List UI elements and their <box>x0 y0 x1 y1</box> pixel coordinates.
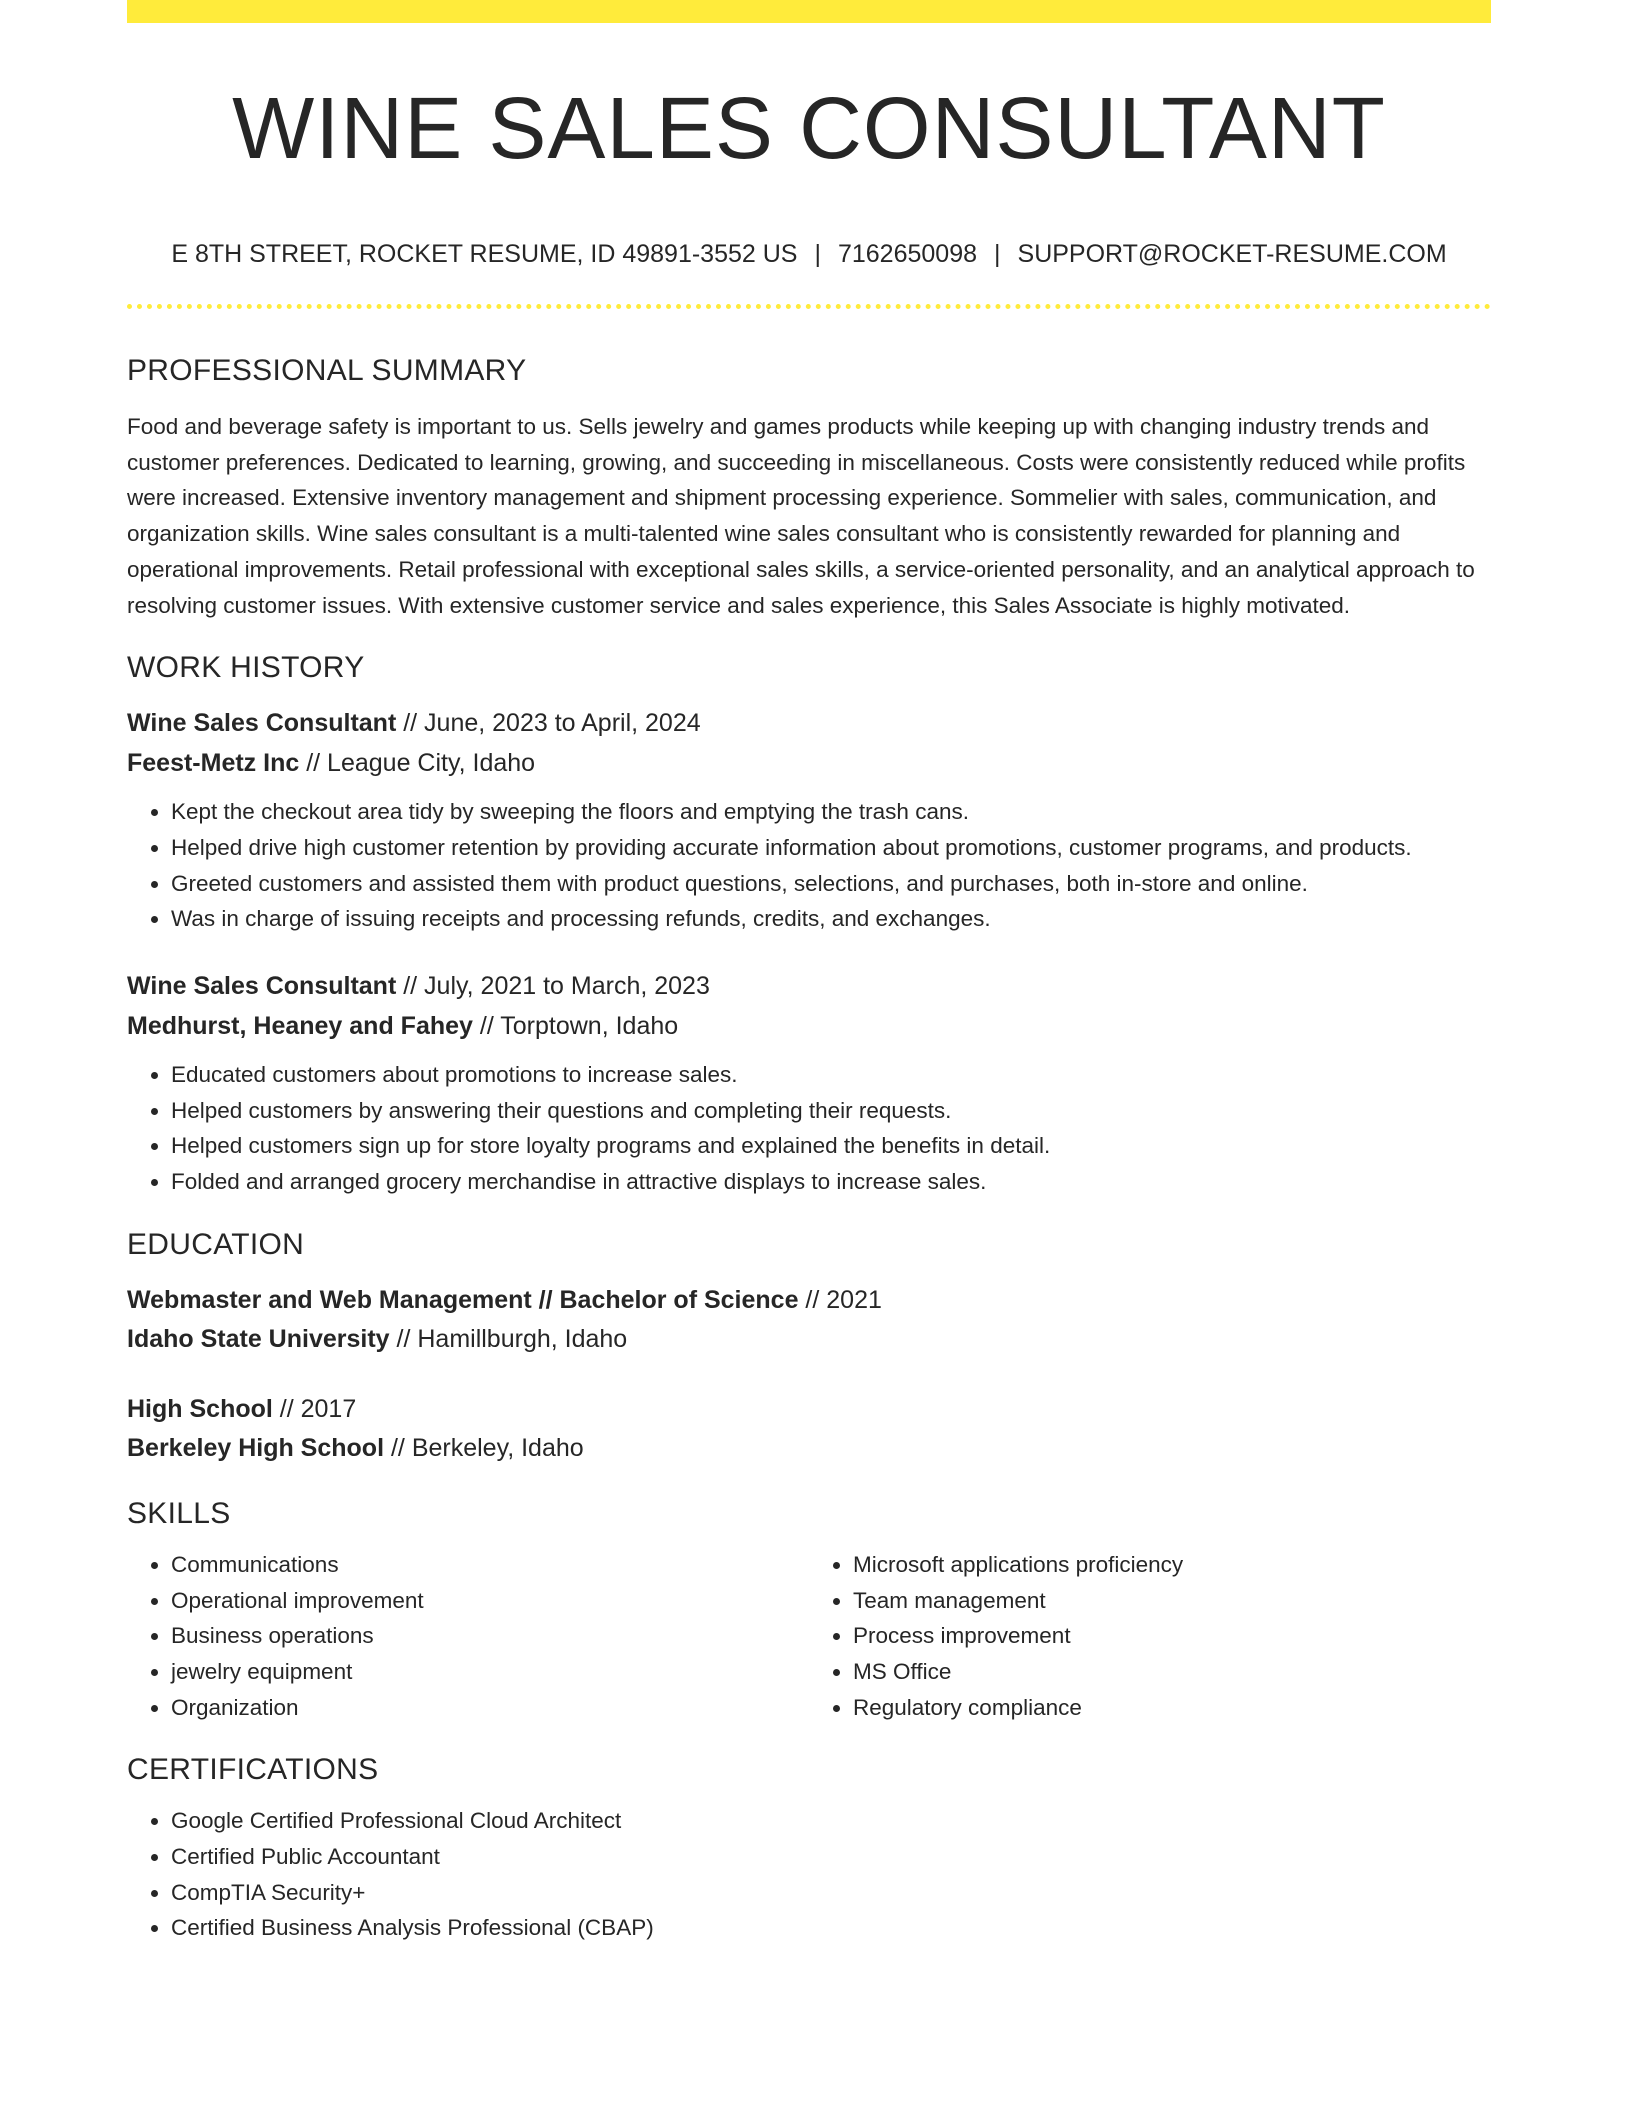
school-location: // Berkeley, Idaho <box>384 1434 584 1463</box>
list-item: • Business operations <box>171 1618 809 1654</box>
list-item: • Google Certified Professional Cloud Architect <box>171 1803 1491 1839</box>
contact-email: SUPPORT@ROCKET-RESUME.COM <box>1017 240 1447 268</box>
education-section <box>127 1225 1491 1469</box>
skills-section <box>127 1494 1491 1726</box>
contact-line <box>127 236 1491 272</box>
contact-address: E 8TH STREET, ROCKET RESUME, ID 49891-3552 US <box>171 240 798 268</box>
list-item: • Helped customers by answering their questions and completing their requests. <box>171 1093 1491 1129</box>
list-item: • Helped customers sign up for store loyalty programs and explained the benefits in detail. <box>171 1128 1491 1164</box>
list-item: • Kept the checkout area tidy by sweeping the floors and emptying the trash cans. <box>171 794 1491 830</box>
list-item: • MS Office <box>853 1654 1491 1690</box>
job-company: Feest-Metz Inc <box>127 748 300 777</box>
list-item: • Certified Public Accountant <box>171 1839 1491 1875</box>
list-item: • Regulatory compliance <box>853 1690 1491 1726</box>
job-location: // League City, Idaho <box>299 748 536 777</box>
job-location: // Torptown, Idaho <box>472 1011 679 1040</box>
list-item: • Operational improvement <box>171 1583 809 1619</box>
education-entry <box>127 1390 1491 1469</box>
job-company: Medhurst, Heaney and Fahey <box>127 1011 473 1040</box>
degree-line <box>127 1281 1491 1321</box>
top-accent-bar <box>127 0 1491 23</box>
school-line <box>127 1320 1491 1360</box>
certifications-heading: CERTIFICATIONS <box>127 1753 379 1787</box>
skills-list-left <box>127 1547 809 1726</box>
graduation-year: // 2017 <box>272 1394 357 1423</box>
list-item: • Certified Business Analysis Professional (CBAP) <box>171 1910 1491 1946</box>
list-item: • Was in charge of issuing receipts and processing refunds, credits, and exchanges. <box>171 901 1491 937</box>
list-item: • Team management <box>853 1583 1491 1619</box>
job-dates: // July, 2021 to March, 2023 <box>396 972 710 1001</box>
school-line <box>127 1429 1491 1469</box>
resume-body <box>127 351 1491 1946</box>
education-entry <box>127 1281 1491 1360</box>
job-company-line <box>127 744 1491 784</box>
summary-section <box>127 351 1491 623</box>
skills-grid <box>127 1547 1491 1726</box>
job-title: Wine Sales Consultant <box>127 972 397 1001</box>
list-item: • Microsoft applications proficiency <box>853 1547 1491 1583</box>
job-bullets <box>127 794 1491 937</box>
list-item: • Communications <box>171 1547 809 1583</box>
certifications-section <box>127 1750 1491 1946</box>
work-history-heading: WORK HISTORY <box>127 651 365 685</box>
summary-heading: PROFESSIONAL SUMMARY <box>127 354 527 387</box>
degree-line <box>127 1390 1491 1430</box>
list-item: • Organization <box>171 1690 809 1726</box>
summary-text: Food and beverage safety is important to us. Sells jewelry and games products while keeping up with changing industry trends and customer preferences. Dedicated to learning, growing, and succeeding in miscellaneous. Costs were consistently reduced while profits were increased. Extensive inventory management and shipment processing experience. Sommelier with sales, communication, and organization skills. Wine sales consultant is a multi-talented wine sales consultant who is consistently rewarded for planning and operational improvements. Retail professional with exceptional sales skills, a service-oriented personality, and an analytical approach to resolving customer issues. With extensive customer service and sales experience, this Sales Associate is highly motivated. <box>127 414 1475 618</box>
list-item: • Folded and arranged grocery merchandise in attractive displays to increase sales. <box>171 1164 1491 1200</box>
school-name: Berkeley High School <box>127 1434 385 1463</box>
skills-list-right <box>809 1547 1491 1726</box>
job-title: Wine Sales Consultant <box>127 709 397 738</box>
school-location: // Hamillburgh, Idaho <box>389 1325 628 1354</box>
job-bullets <box>127 1057 1491 1200</box>
job-title-line <box>127 967 1491 1007</box>
job-title-line <box>127 704 1491 744</box>
list-item: • Process improvement <box>853 1618 1491 1654</box>
contact-separator: | <box>814 240 821 268</box>
certifications-list <box>127 1803 1491 1946</box>
list-item: • Educated customers about promotions to increase sales. <box>171 1057 1491 1093</box>
job-dates: // June, 2023 to April, 2024 <box>396 709 701 738</box>
candidate-name: WINE SALES CONSULTANT <box>232 80 1386 177</box>
work-history-section <box>127 648 1491 1200</box>
graduation-year: // 2021 <box>798 1285 882 1314</box>
education-heading: EDUCATION <box>127 1227 305 1261</box>
school-name: Idaho State University <box>127 1325 390 1354</box>
list-item: • Helped drive high customer retention by providing accurate information about promotions, customer programs, and products. <box>171 830 1491 866</box>
degree: High School <box>127 1394 273 1423</box>
contact-separator: | <box>994 240 1001 268</box>
job-entry <box>127 704 1491 937</box>
contact-phone: 7162650098 <box>837 240 978 268</box>
job-entry <box>127 967 1491 1200</box>
skills-heading: SKILLS <box>127 1496 231 1530</box>
dotted-divider <box>127 304 1491 309</box>
job-company-line <box>127 1007 1491 1047</box>
list-item: • jewelry equipment <box>171 1654 809 1690</box>
list-item: • CompTIA Security+ <box>171 1875 1491 1911</box>
list-item: • Greeted customers and assisted them with product questions, selections, and purchases, both in-store and online. <box>171 866 1491 902</box>
degree: Webmaster and Web Management // Bachelor of Science <box>127 1285 799 1314</box>
